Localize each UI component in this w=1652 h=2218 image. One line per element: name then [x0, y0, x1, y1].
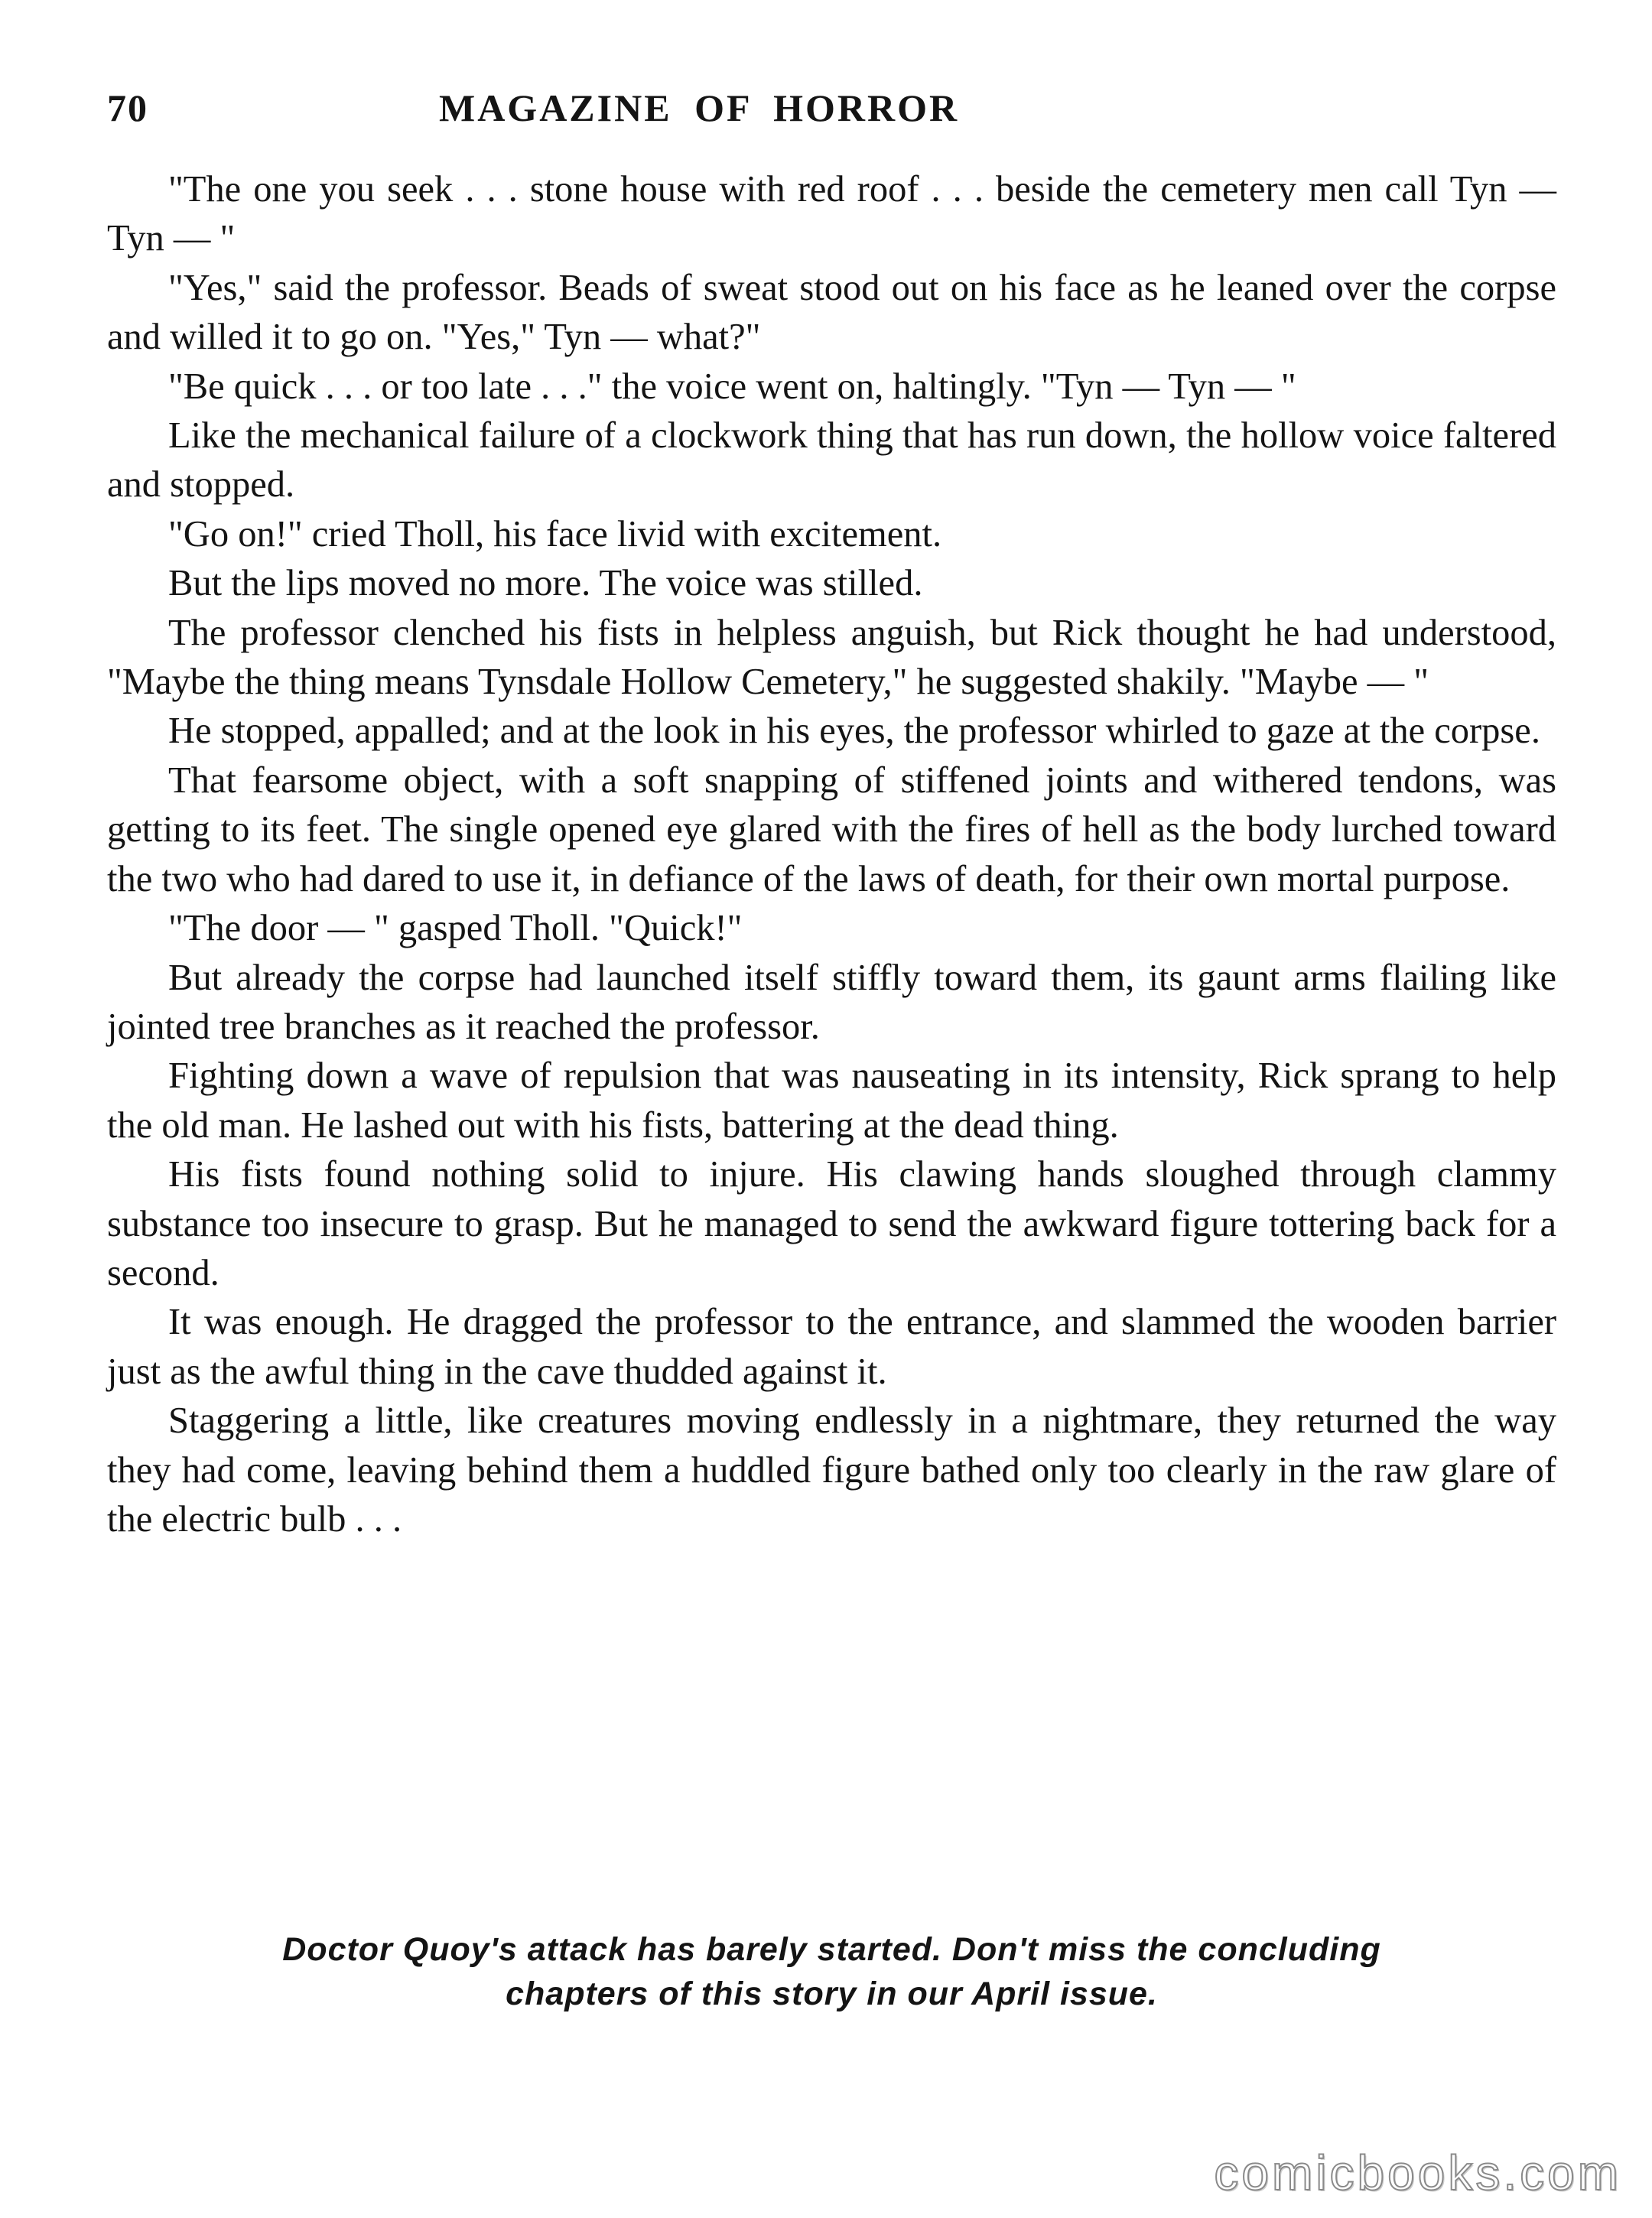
paragraph: "The door — " gasped Tholl. "Quick!" — [168, 908, 743, 949]
paragraph: Staggering a little, like creatures moving endlessly in a nightmare, they returned the way they had come, leaving behind them a huddled figure bathed only too clearly in the raw glare of the electric bulb . . . — [107, 1400, 1556, 1540]
magazine-title: MAGAZINE OF HORROR — [439, 86, 960, 129]
continuation-note — [107, 1927, 1556, 2016]
paragraph: But the lips moved no more. The voice was stilled. — [168, 563, 923, 604]
continuation-note-line: Doctor Quoy's attack has barely started. Don't miss the concluding — [282, 1931, 1381, 1968]
paragraph: But already the corpse had launched itself stiffly toward them, its gaunt arms flailing like jointed tree branches as it reached the professor. — [107, 957, 1556, 1047]
paragraph: Fighting down a wave of repulsion that was nauseating in its intensity, Rick sprang to help the old man. He lashed out with his fists, battering at the dead thing. — [107, 1055, 1556, 1146]
watermark-logo: comicbooks.com — [1214, 2145, 1621, 2200]
paragraph: His fists found nothing solid to injure. His clawing hands sloughed through clammy substance too insecure to grasp. But he managed to send the awkward figure tottering back for a second. — [107, 1154, 1556, 1293]
paragraph: Like the mechanical failure of a clockwork thing that has run down, the hollow voice faltered and stopped. — [107, 415, 1556, 506]
paragraph: "The one you seek . . . stone house with red roof . . . beside the cemetery men call Tyn — Tyn — " — [107, 169, 1556, 259]
paragraph: "Yes," said the professor. Beads of sweat stood out on his face as he leaned over the corpse and willed it to go on. "Yes," Tyn — what?" — [107, 267, 1556, 358]
paragraph: He stopped, appalled; and at the look in his eyes, the professor whirled to gaze at the corpse. — [168, 711, 1540, 752]
paragraph: "Be quick . . . or too late . . ." the voice went on, haltingly. "Tyn — Tyn — " — [168, 366, 1296, 407]
story-text — [107, 165, 1556, 1544]
paragraph: It was enough. He dragged the professor to the entrance, and slammed the wooden barrier just as the awful thing in the cave thudded against it. — [107, 1302, 1556, 1392]
paragraph: That fearsome object, with a soft snapping of stiffened joints and withered tendons, was getting to its feet. The single opened eye glared with the fires of hell as the body lurched toward the two who had dared to use it, in defiance of the laws of death, for their own mortal purpose. — [107, 759, 1556, 899]
running-head — [107, 86, 1556, 139]
paragraph: The professor clenched his fists in helpless anguish, but Rick thought he had understood, "Maybe the thing means Tynsdale Hollow Cemetery," he suggested shakily. "Maybe — " — [107, 612, 1556, 703]
continuation-note-line: chapters of this story in our April issue. — [506, 1976, 1158, 2012]
page-number: 70 — [107, 86, 148, 129]
magazine-page — [107, 76, 1556, 2180]
paragraph: "Go on!" cried Tholl, his face livid with excitement. — [168, 513, 942, 554]
